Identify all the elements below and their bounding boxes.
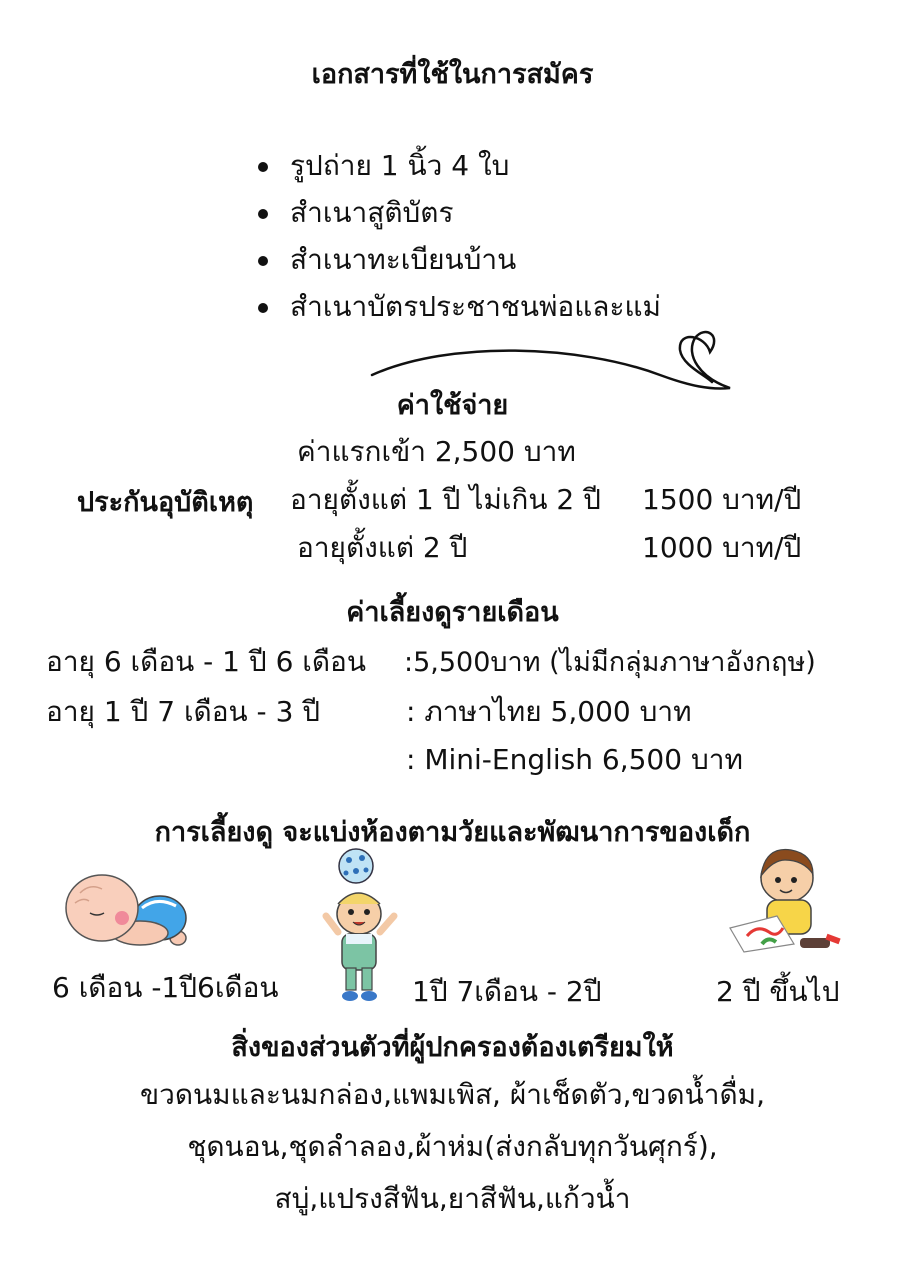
age-group-label-2: 1ปี 7เดือน - 2ปี	[412, 975, 602, 1008]
documents-list	[258, 142, 661, 330]
list-item: รูปถ่าย 1 นิ้ว 4 ใบ	[258, 142, 661, 189]
personal-items-line-3: สบู่,แปรงสีฟัน,ยาสีฟัน,แก้วน้ำ	[274, 1182, 631, 1215]
age-group-label-3: 2 ปี ขึ้นไป	[716, 975, 840, 1008]
care-title: การเลี้ยงดู จะแบ่งห้องตามวัยและพัฒนาการของเด็ก	[154, 817, 751, 848]
personal-items-line-2: ชุดนอน,ชุดลำลอง,ผ้าห่ม(ส่งกลับทุกวันศุกร์),	[187, 1130, 718, 1163]
monthly-age-1: อายุ 6 เดือน - 1 ปี 6 เดือน	[46, 645, 366, 678]
age-group-label-1: 6 เดือน -1ปี6เดือน	[52, 971, 279, 1004]
monthly-price-1: :5,500บาท (ไม่มีกลุ่มภาษาอังกฤษ)	[404, 647, 816, 678]
list-item: สำเนาสูติบัตร	[258, 189, 661, 236]
monthly-price-3: : Mini-English 6,500 บาท	[406, 743, 743, 776]
documents-title: เอกสารที่ใช้ในการสมัคร	[311, 59, 594, 90]
toddler-ball-icon	[318, 846, 403, 1006]
insurance-label: ประกันอุบัติเหตุ	[77, 487, 254, 518]
insurance-age-1: อายุตั้งแต่ 1 ปี ไม่เกิน 2 ปี	[290, 483, 601, 516]
monthly-price-2: : ภาษาไทย 5,000 บาท	[406, 695, 692, 728]
child-drawing-icon	[722, 848, 847, 958]
list-item: สำเนาทะเบียนบ้าน	[258, 236, 661, 283]
insurance-age-2: อายุตั้งแต่ 2 ปี	[297, 531, 468, 564]
personal-items-title: สิ่งของส่วนตัวที่ผู้ปกครองต้องเตรียมให้	[231, 1032, 674, 1063]
entry-fee: ค่าแรกเข้า 2,500 บาท	[297, 435, 576, 468]
monthly-title: ค่าเลี้ยงดูรายเดือน	[346, 597, 559, 628]
monthly-age-2: อายุ 1 ปี 7 เดือน - 3 ปี	[46, 695, 321, 728]
expenses-title: ค่าใช้จ่าย	[396, 390, 509, 421]
insurance-price-2: 1000 บาท/ปี	[642, 531, 802, 564]
insurance-price-1: 1500 บาท/ปี	[642, 483, 802, 516]
sleeping-baby-icon	[60, 868, 190, 948]
personal-items-line-1: ขวดนมและนมกล่อง,แพมเพิส, ผ้าเช็ดตัว,ขวดน้ำดื่ม,	[139, 1078, 765, 1111]
list-item: สำเนาบัตรประชาชนพ่อและแม่	[258, 283, 661, 330]
